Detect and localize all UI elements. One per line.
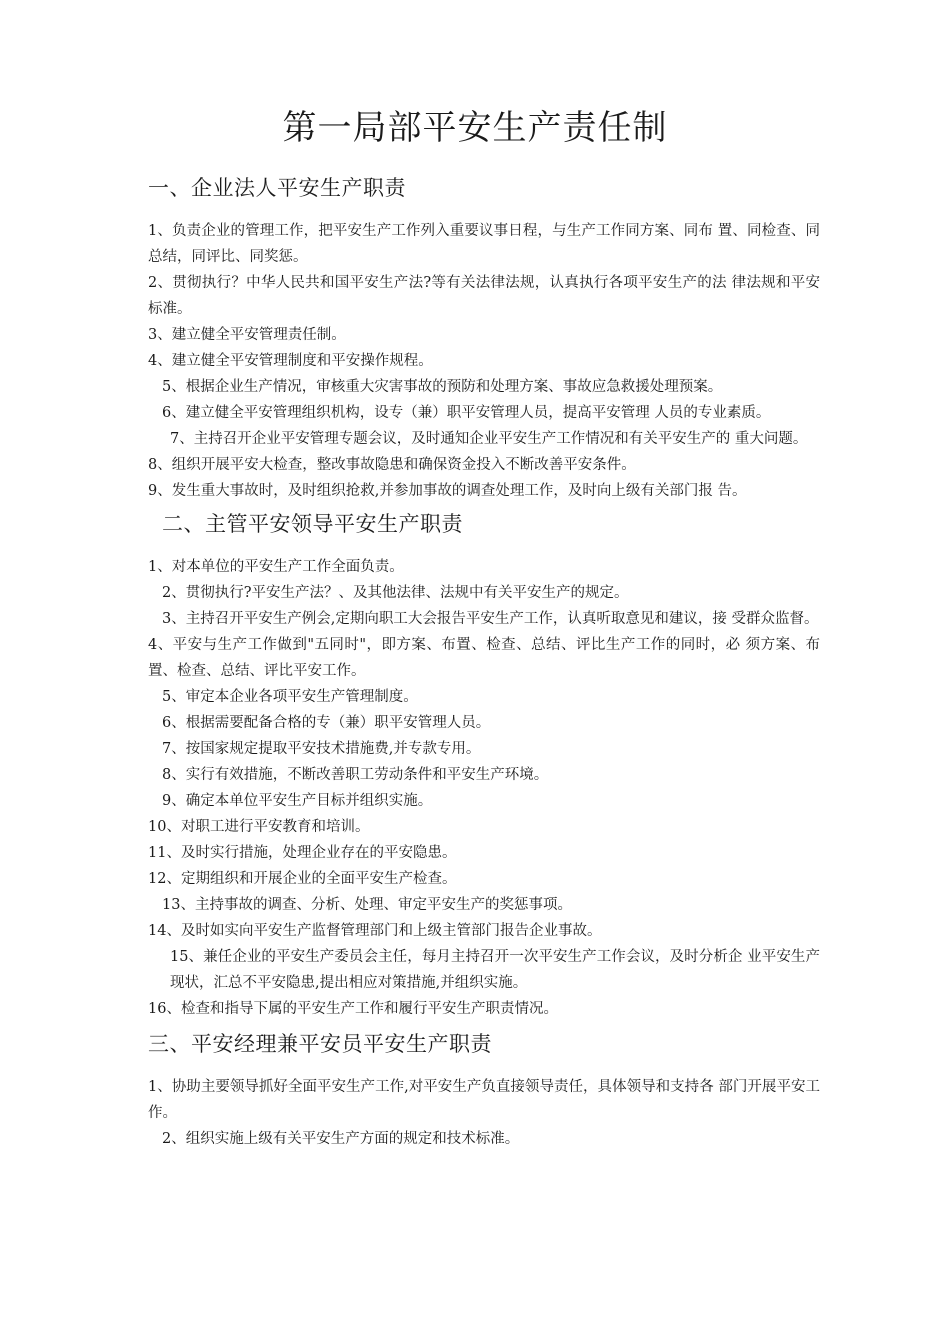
list-item: 10、对职工进行平安教育和培训。 xyxy=(148,819,370,835)
section-heading: 一、企业法人平安生产职责 xyxy=(148,176,406,200)
list-item: 16、检查和指导下属的平安生产工作和履行平安生产职责情况。 xyxy=(148,1001,558,1017)
section-legal-person xyxy=(148,172,820,504)
list-item: 7、按国家规定提取平安技术措施费,并专款专用。 xyxy=(162,741,481,757)
list-item: 7、主持召开企业平安管理专题会议，及时通知企业平安生产工作情况和有关平安生产的 重大问题。 xyxy=(170,431,808,447)
section-heading: 三、平安经理兼平安员平安生产职责 xyxy=(148,1032,492,1056)
list-item: 3、建立健全平安管理责任制。 xyxy=(148,327,346,343)
list-item: 2、贯彻执行？中华人民共和国平安生产法?等有关法律法规，认真执行各项平安生产的法 律法规和平安标准。 xyxy=(148,275,820,317)
list-item: 5、根据企业生产情况，审核重大灾害事故的预防和处理方案、事故应急救援处理预案。 xyxy=(162,379,723,395)
list-item: 1、协助主要领导抓好全面平安生产工作,对平安生产负直接领导责任，具体领导和支持各 部门开展平安工作。 xyxy=(148,1079,820,1121)
list-item: 15、兼任企业的平安生产委员会主任，每月主持召开一次平安生产工作会议，及时分析企 业平安生产现状，汇总不平安隐患,提出相应对策措施,并组织实施。 xyxy=(170,949,820,991)
list-item: 9、确定本单位平安生产目标并组织实施。 xyxy=(162,793,433,809)
list-item: 12、定期组织和开展企业的全面平安生产检查。 xyxy=(148,871,457,887)
section-safety-leader xyxy=(148,508,820,1022)
list-item: 9、发生重大事故时，及时组织抢救,并参加事故的调查处理工作，及时向上级有关部门报 告。 xyxy=(148,483,747,499)
list-item: 11、及时实行措施，处理企业存在的平安隐患。 xyxy=(148,845,457,861)
list-item: 8、组织开展平安大检查，整改事故隐患和确保资金投入不断改善平安条件。 xyxy=(148,457,636,473)
list-item: 6、建立健全平安管理组织机构，设专（兼）职平安管理人员，提高平安管理 人员的专业素质。 xyxy=(162,405,771,421)
list-item: 1、对本单位的平安生产工作全面负责。 xyxy=(148,559,404,575)
list-item: 2、组织实施上级有关平安生产方面的规定和技术标准。 xyxy=(162,1131,520,1147)
list-item: 3、主持召开平安生产例会,定期向职工大会报告平安生产工作，认真听取意见和建议，接 受群众监督。 xyxy=(162,611,819,627)
list-item: 1、负责企业的管理工作，把平安生产工作列入重要议事日程，与生产工作同方案、同布 置、同检查、同总结，同评比、同奖惩。 xyxy=(148,223,820,265)
section-heading: 二、主管平安领导平安生产职责 xyxy=(162,512,463,536)
document-body xyxy=(148,172,820,1152)
list-item: 5、审定本企业各项平安生产管理制度。 xyxy=(162,689,418,705)
list-item: 14、及时如实向平安生产监督管理部门和上级主管部门报告企业事故。 xyxy=(148,923,602,939)
list-item: 4、建立健全平安管理制度和平安操作规程。 xyxy=(148,353,433,369)
list-item: 13、主持事故的调查、分析、处理、审定平安生产的奖惩事项。 xyxy=(162,897,572,913)
section-safety-manager xyxy=(148,1028,820,1152)
document-title: 第一局部平安生产责任制 xyxy=(282,108,668,148)
list-item: 4、平安与生产工作做到"五同时"，即方案、布置、检查、总结、评比生产工作的同时，必 须方案、布置、检查、总结、评比平安工作。 xyxy=(148,637,820,679)
list-item: 2、贯彻执行?平安生产法？、及其他法律、法规中有关平安生产的规定。 xyxy=(162,585,629,601)
list-item: 8、实行有效措施，不断改善职工劳动条件和平安生产环境。 xyxy=(162,767,549,783)
list-item: 6、根据需要配备合格的专（兼）职平安管理人员。 xyxy=(162,715,491,731)
